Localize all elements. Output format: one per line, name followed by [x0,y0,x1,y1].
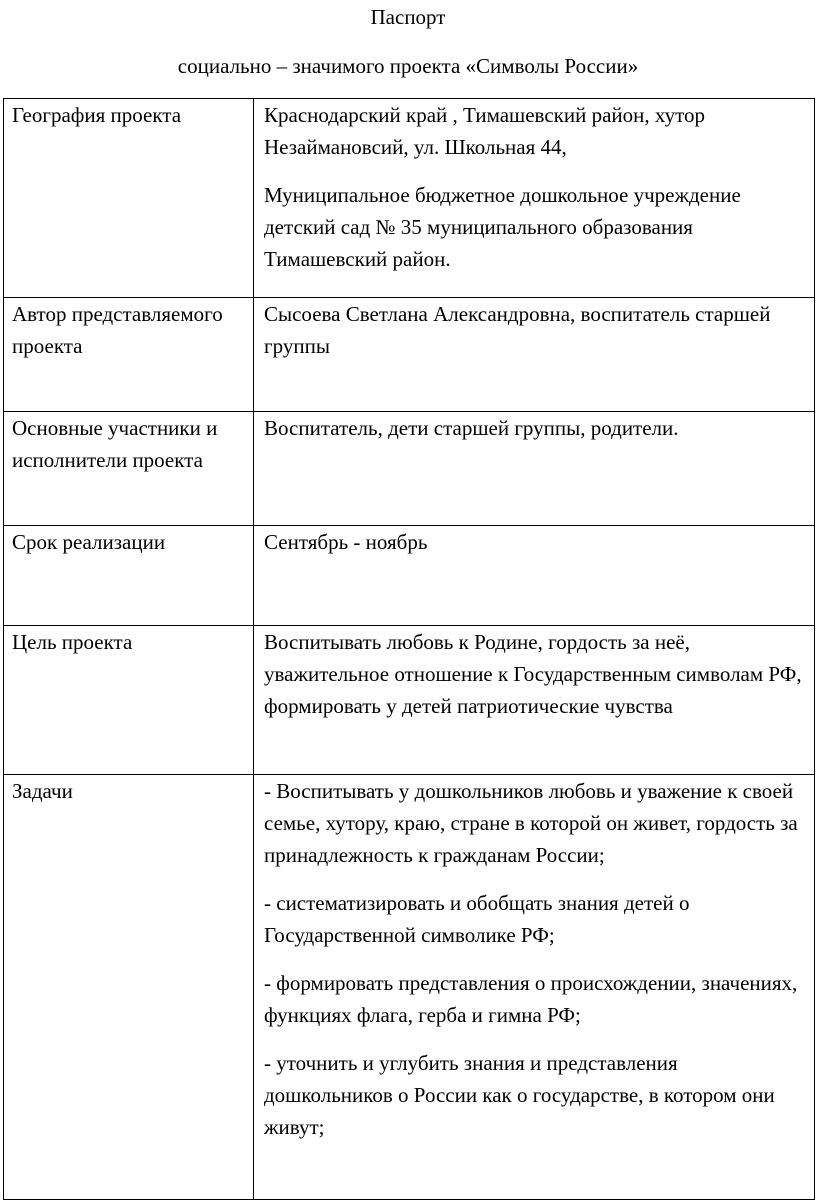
document-subtitle: социально – значимого проекта «Символы России» [177,54,639,78]
value-paragraph: - уточнить и углубить знания и представления дошкольников о России как о государстве, в котором они живут; [264,1051,775,1139]
row-value [254,412,815,526]
table-row-duration [4,526,815,626]
table-row-participants [4,412,815,526]
row-value [254,626,815,775]
row-label: Срок реализации [4,526,254,626]
row-value [254,775,815,1200]
row-label: Цель проекта [4,626,254,775]
document-title: Паспорт [370,5,446,29]
value-paragraph: Муниципальное бюджетное дошкольное учреждение детский сад № 35 муниципального образования Тимашевский район. [264,183,741,271]
value-paragraph: Воспитывать любовь к Родине, гордость за неё, уважительное отношение к Государственным символам РФ, формировать у детей патриотические чувства [264,630,802,718]
row-label: Основные участники и исполнители проекта [4,412,254,526]
row-value [254,99,815,298]
row-label: География проекта [4,99,254,298]
value-paragraph: Краснодарский край , Тимашевский район, хутор Незаймановсий, ул. Школьная 44, [264,103,705,159]
row-value [254,298,815,412]
table-row-author [4,298,815,412]
row-label: Задачи [4,775,254,1200]
row-value [254,526,815,626]
value-paragraph: Воспитатель, дети старшей группы, родители. [264,416,679,440]
project-passport-table [3,98,815,1200]
value-paragraph: Сысоева Светлана Александровна, воспитатель старшей группы [264,302,771,358]
value-paragraph: - систематизировать и обобщать знания детей о Государственной символике РФ; [264,891,690,947]
value-paragraph: Сентябрь - ноябрь [264,530,428,554]
table-row-geography [4,99,815,298]
table-row-tasks [4,775,815,1200]
table-row-goal [4,626,815,775]
row-label: Автор представляемого проекта [4,298,254,412]
value-paragraph: - Воспитывать у дошкольников любовь и уважение к своей семье, хутору, краю, стране в которой он живет, гордость за принадлежность к гражданам России; [264,779,798,867]
value-paragraph: - формировать представления о происхождении, значениях, функциях флага, герба и гимна РФ; [264,971,798,1027]
